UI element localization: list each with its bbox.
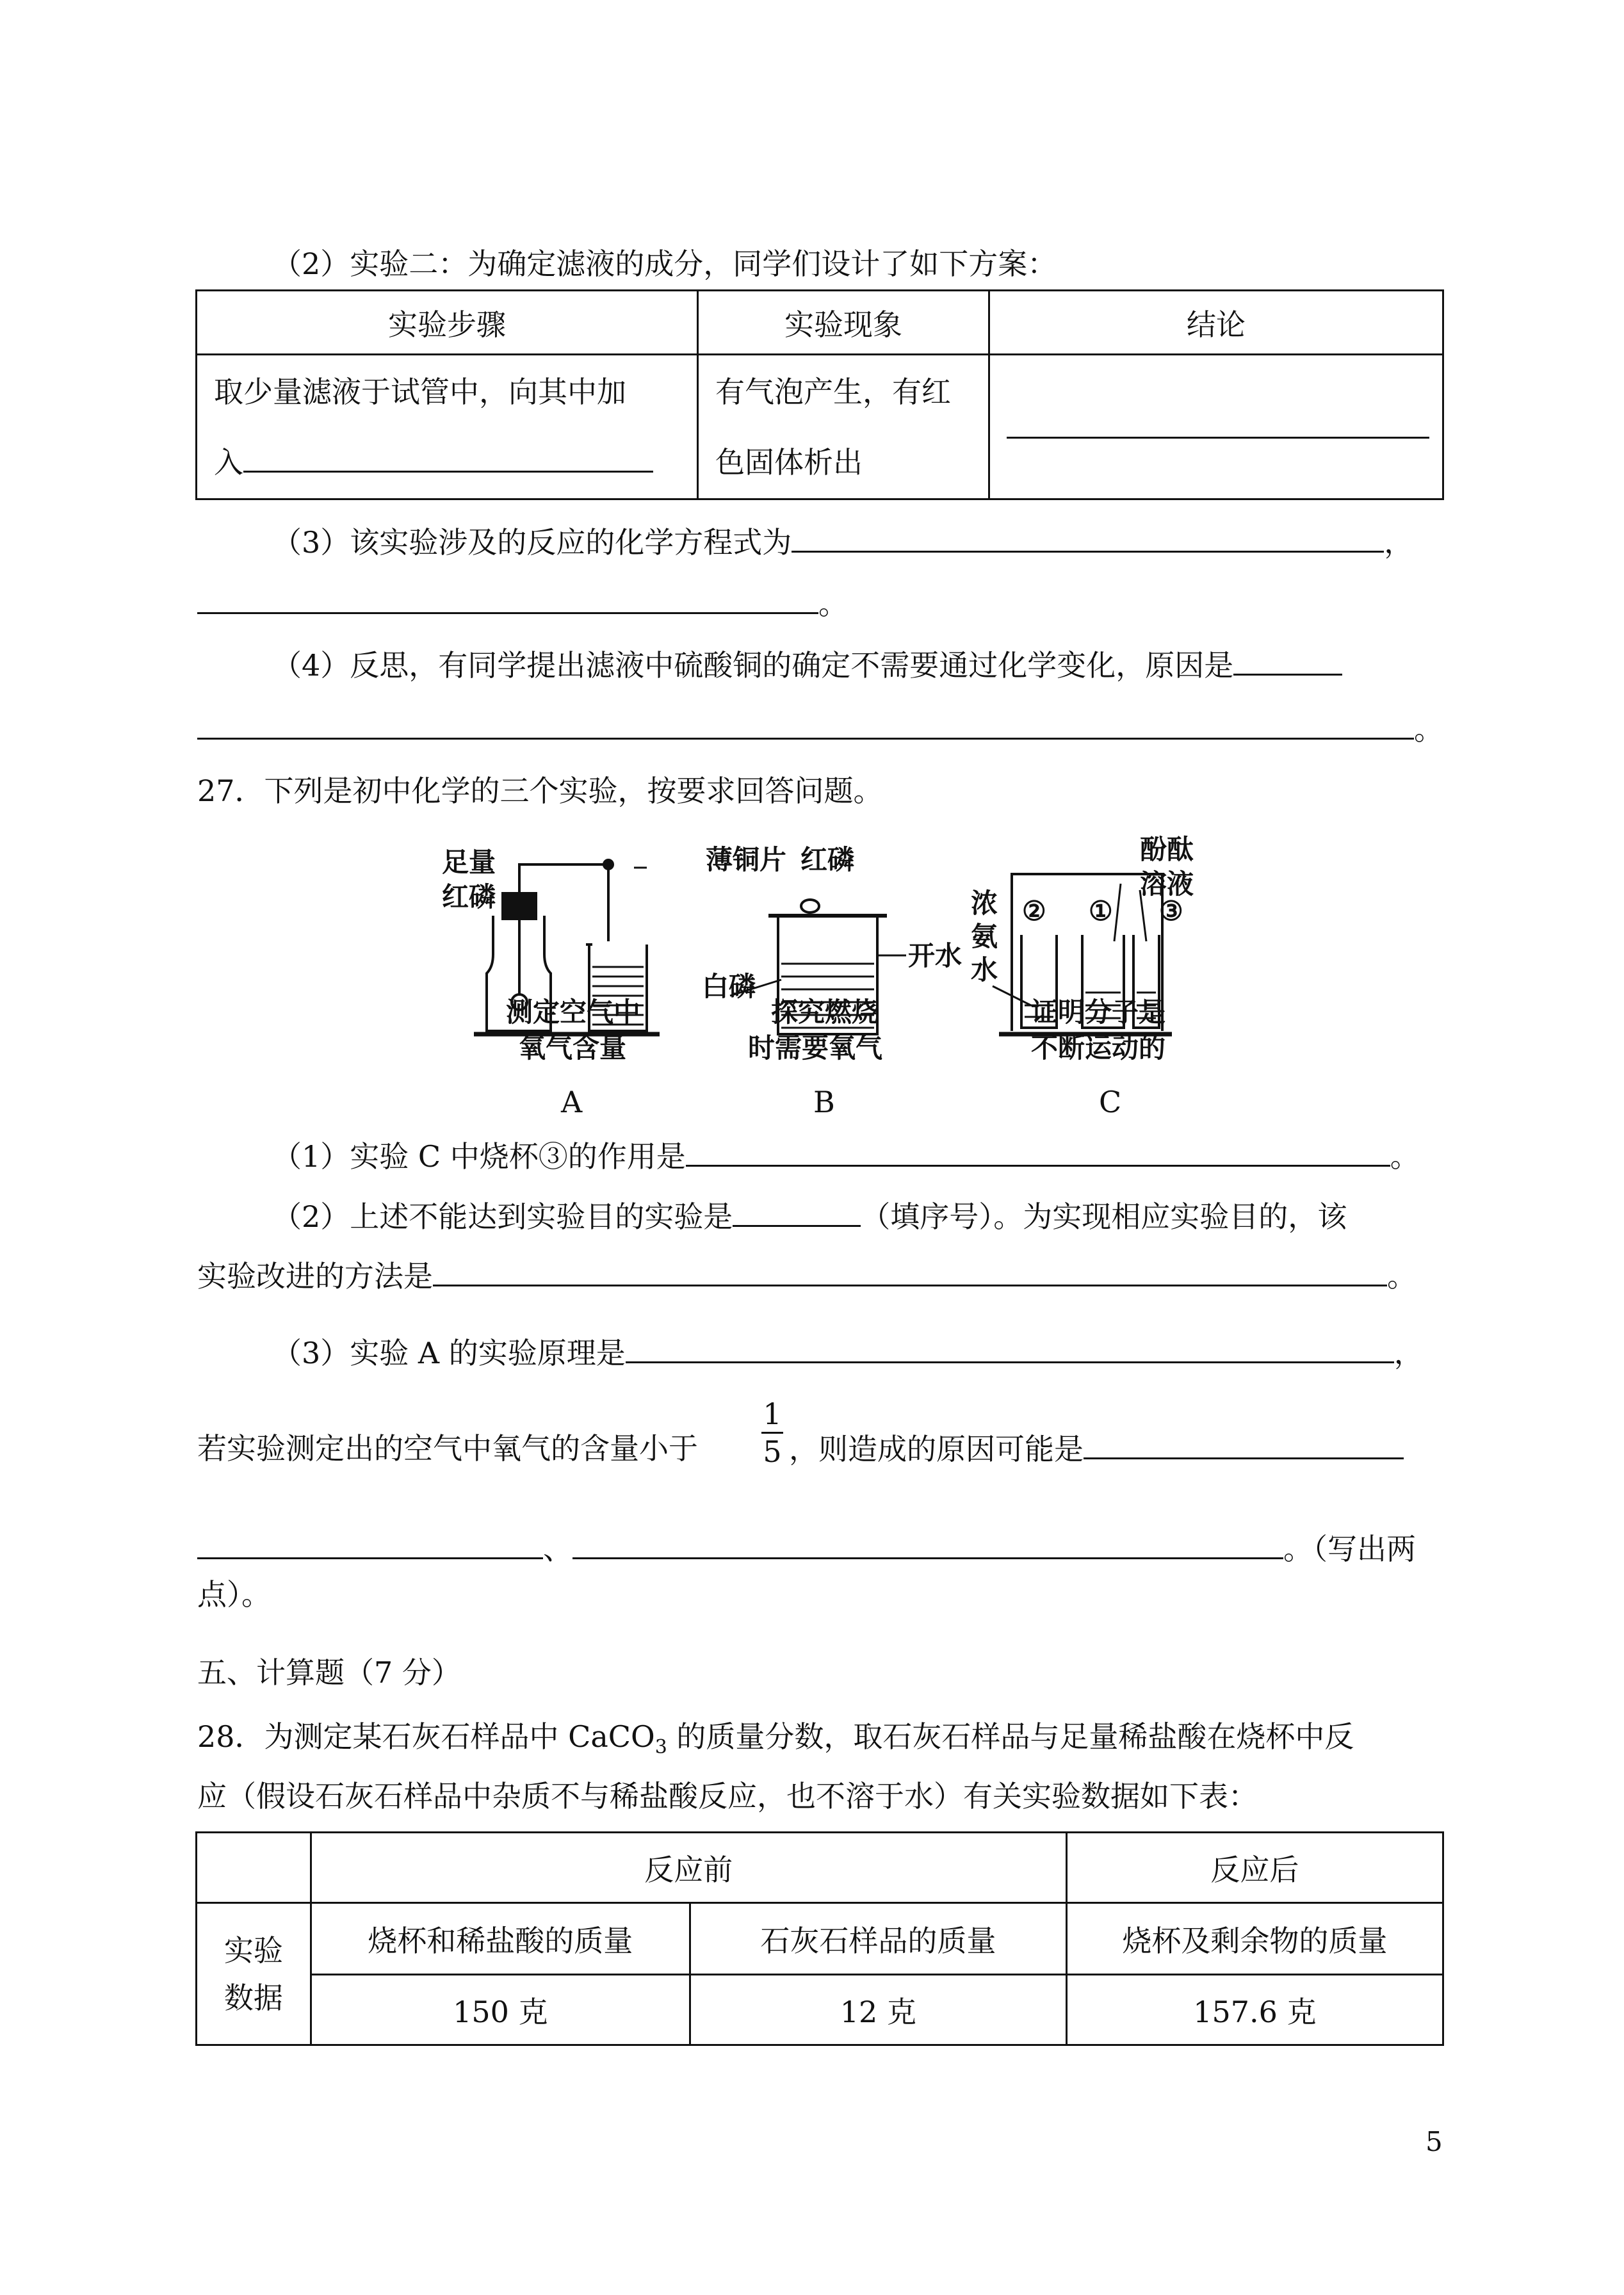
q27-part2-cont — [197, 1256, 1417, 1295]
section5-title: 五、计算题（7 分） — [197, 1655, 461, 1690]
conclusion-answer-blank[interactable] — [1007, 409, 1429, 439]
q26-reason-blank-2[interactable] — [197, 710, 1414, 740]
q26-part4-text: （4）反思，有同学提出滤液中硫酸铜的确定不需要通过化学变化，原因是 — [272, 648, 1234, 683]
header-remainder-mass: 烧杯及剩余物的质量 — [1066, 1903, 1443, 1975]
fig-b-caption2: 时需要氧气 — [748, 1032, 883, 1064]
step-answer-blank[interactable] — [243, 442, 653, 473]
phenomenon-cell — [698, 355, 989, 499]
q27-improvement-blank[interactable] — [433, 1256, 1387, 1286]
q26-equation-blank-2[interactable] — [197, 584, 818, 614]
fig-letter-c: C — [1099, 1085, 1122, 1119]
header-after: 反应后 — [1066, 1833, 1443, 1903]
q26-part2-text: （2）实验二：为确定滤液的成分，同学们设计了如下方案： — [272, 247, 1057, 281]
one-fifth-fraction — [759, 1396, 785, 1470]
q27-part3 — [272, 1333, 1424, 1372]
q27-reason-blank-2[interactable] — [197, 1529, 543, 1559]
conclusion-cell — [989, 355, 1443, 499]
fig-c-label2: 溶液 — [1140, 868, 1194, 900]
fig-letter-b: B — [813, 1085, 835, 1119]
q28-data-table — [195, 1831, 1444, 2046]
phen-line2: 色固体析出 — [715, 444, 863, 480]
fraction-numerator: 1 — [763, 1397, 782, 1431]
fig-b-label1: 薄铜片 — [706, 844, 787, 875]
period: 。 — [818, 587, 848, 621]
q28-stem1-a: 28．为测定某石灰石样品中 CaCO — [197, 1719, 655, 1754]
q26-part3-cont — [197, 584, 848, 623]
q27-stem: 27．下列是初中化学的三个实验，按要求回答问题。 — [197, 774, 883, 808]
fig-c-caption2: 不断运动的 — [1031, 1032, 1166, 1064]
fig-c-label1: 酚酞 — [1140, 834, 1194, 865]
q27-part3-text-c: ，则造成的原因可能是 — [789, 1432, 1084, 1466]
q26-experiment-table — [195, 289, 1444, 500]
header-step: 实验步骤 — [197, 291, 698, 355]
header-before: 反应前 — [311, 1833, 1066, 1903]
header-beaker-acid-mass: 烧杯和稀盐酸的质量 — [311, 1903, 690, 1975]
fig-b-label3: 开水 — [908, 940, 962, 971]
q26-part3-text: （3）该实验涉及的反应的化学方程式为 — [272, 525, 792, 560]
row-label-line2: 数据 — [223, 1980, 283, 2015]
q28-stem1 — [197, 1717, 1354, 1767]
fig-a-label1: 足量 — [442, 847, 496, 878]
fig-c-label5: 水 — [971, 954, 998, 985]
comma: ， — [1393, 1336, 1424, 1370]
step-line1: 取少量滤液于试管中，向其中加 — [214, 374, 626, 409]
period: 。 — [1387, 1259, 1417, 1293]
fig-c-beaker1: ① — [1089, 895, 1113, 927]
q27-experiment-number-blank[interactable] — [733, 1197, 861, 1227]
q27-part2-text-b: （填序号）。为实现相应实验目的，该 — [861, 1199, 1347, 1234]
fig-a-caption2: 氧气含量 — [519, 1032, 627, 1064]
q27-part3-d — [197, 1529, 1416, 1568]
q27-part3-text-b: 若实验测定出的空气中氧气的含量小于 — [197, 1431, 698, 1466]
fig-b-label2: 红磷 — [800, 844, 855, 875]
fig-letter-a: A — [561, 1085, 583, 1119]
q27-part3-text: （3）实验 A 的实验原理是 — [272, 1336, 626, 1370]
phen-line1: 有气泡产生，有红 — [715, 374, 951, 409]
header-sample-mass: 石灰石样品的质量 — [690, 1903, 1066, 1975]
row-label — [197, 1903, 311, 2045]
value-beaker-acid-mass: 150 克 — [311, 1975, 690, 2045]
q27-part1 — [272, 1137, 1420, 1176]
header-conclusion: 结论 — [989, 291, 1443, 355]
q26-equation-blank-1[interactable] — [792, 523, 1384, 553]
q27-part2-text-a: （2）上述不能达到实验目的实验是 — [272, 1199, 733, 1234]
table-corner — [197, 1833, 311, 1903]
comma: ， — [1384, 525, 1414, 560]
q27-part3-end: 。（写出两 — [1283, 1532, 1416, 1566]
q27-principle-blank[interactable] — [626, 1333, 1394, 1363]
q27-part2 — [272, 1197, 1347, 1236]
q27-part3-c — [789, 1429, 1404, 1468]
fig-b-label4: 白磷 — [702, 971, 756, 1002]
fig-b-caption1: 探究燃烧 — [771, 996, 879, 1028]
q26-reason-blank-1[interactable] — [1233, 645, 1342, 676]
fraction-denominator: 5 — [763, 1434, 782, 1469]
step-cell — [197, 355, 698, 499]
fig-c-label3: 浓 — [971, 888, 998, 919]
q28-stem1-b: 的质量分数，取石灰石样品与足量稀盐酸在烧杯中反 — [667, 1719, 1354, 1754]
q27-reason-blank-3[interactable] — [572, 1529, 1283, 1559]
separator: 、 — [543, 1532, 572, 1566]
q26-part4-cont — [197, 710, 1443, 749]
q27-part1-text: （1）实验 C 中烧杯③的作用是 — [272, 1139, 686, 1174]
value-remainder-mass: 157.6 克 — [1066, 1975, 1443, 2045]
q28-stem1-subscript: 3 — [654, 1736, 667, 1759]
q26-part3 — [272, 523, 1413, 562]
q27-part3-b — [197, 1429, 698, 1468]
fig-c-beaker3: ③ — [1159, 895, 1183, 927]
fig-c-label4: 氨 — [971, 921, 998, 952]
page-number: 5 — [1425, 2126, 1443, 2157]
q27-reason-blank-1[interactable] — [1084, 1429, 1404, 1459]
row-label-line1: 实验 — [223, 1933, 283, 1968]
fig-c-beaker2: ② — [1022, 895, 1046, 927]
header-phenomenon: 实验现象 — [698, 291, 989, 355]
q26-part4 — [272, 645, 1342, 685]
fig-a-label2: 红磷 — [442, 881, 496, 912]
q27-beaker3-role-blank[interactable] — [686, 1137, 1390, 1167]
fig-a-caption1: 测定空气中 — [506, 996, 641, 1028]
period: 。 — [1390, 1139, 1420, 1174]
q28-stem2: 应（假设石灰石样品中杂质不与稀盐酸反应，也不溶于水）有关实验数据如下表： — [197, 1779, 1258, 1813]
step-line2: 入 — [214, 444, 243, 480]
period: 。 — [1414, 712, 1443, 747]
value-sample-mass: 12 克 — [690, 1975, 1066, 2045]
q27-part3-end2: 点）。 — [197, 1577, 271, 1612]
fig-c-caption1: 证明分子是 — [1031, 996, 1166, 1028]
q27-part2-text-c: 实验改进的方法是 — [197, 1259, 433, 1293]
